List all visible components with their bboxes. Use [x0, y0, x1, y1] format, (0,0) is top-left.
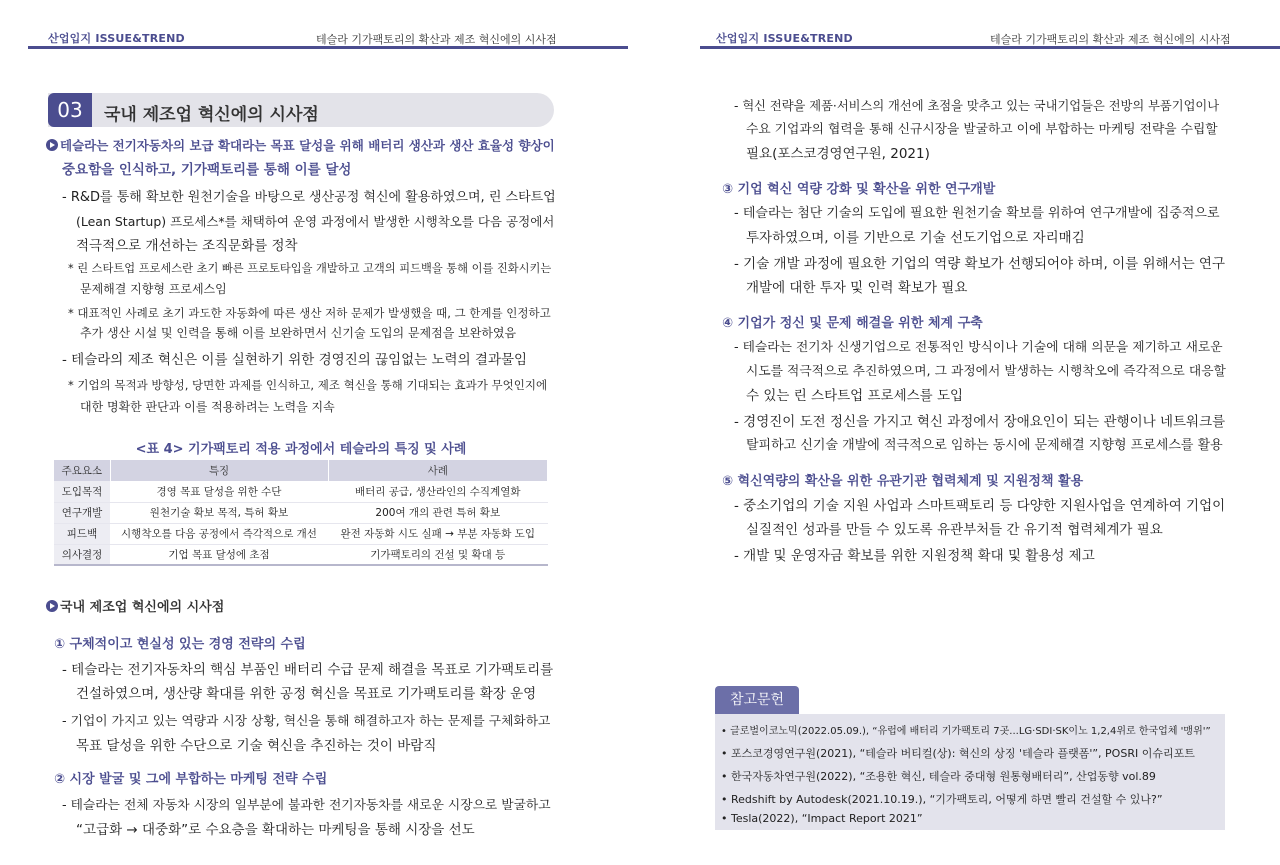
references-box [715, 714, 1225, 830]
bullet-arrow-icon [46, 600, 58, 612]
reference-item: • Tesla(2022), “Impact Report 2021” [721, 812, 923, 825]
subheading-2: ② 시장 발굴 및 그에 부합하는 마케팅 전략 수립 [54, 772, 328, 787]
note-line: * 린 스타트업 프로세스란 초기 빠른 프로토타입을 개발하고 고객의 피드백을 통해 이를 진화시키는 [68, 262, 552, 275]
body-line: 적극적으로 개선하는 조직문화를 정착 [76, 238, 298, 254]
table-cell: 경영 목표 달성을 위한 수단 [110, 481, 328, 502]
body-line: - 중소기업의 기술 지원 사업과 스마트팩토리 등 다양한 지원사업을 연계하여 기업이 [734, 498, 1226, 514]
body-line: 실질적인 성과를 만들 수 있도록 유관부처들 간 유기적 협력체계가 필요 [746, 522, 1163, 538]
table-header-cell: 주요요소 [54, 460, 110, 481]
reference-item: • 한국자동차연구원(2022), “조용한 혁신, 테슬라 중대형 원통형배터리”, 산업동향 vol.89 [721, 770, 1156, 783]
body-line: (Lean Startup) 프로세스*를 채택하여 운영 과정에서 발생한 시행착오를 다음 공정에서 [76, 214, 555, 229]
section-title: 국내 제조업 혁신에의 시사점 [104, 105, 319, 125]
note-line: 문제해결 지향형 프로세스임 [80, 282, 227, 296]
table-cell: 완전 자동화 시도 실패 → 부분 자동화 도입 [328, 523, 548, 544]
table-caption: <표 4> 기가팩토리 적용 과정에서 테슬라의 특징 및 사례 [135, 442, 467, 457]
subheading-3: ③ 기업 혁신 역량 강화 및 확산을 위한 연구개발 [722, 182, 996, 197]
lead-paragraph-1 [46, 134, 555, 158]
body-line: - 테슬라는 첨단 기술의 도입에 필요한 원천기술 확보를 위하여 연구개발에 집중적으로 [734, 206, 1220, 221]
table-row [54, 523, 548, 544]
table-header-row [54, 460, 548, 481]
body-line: - 혁신 전략을 제품·서비스의 개선에 초점을 맞추고 있는 국내기업들은 전방의 부품기업이나 [734, 99, 1220, 113]
table-cell: 기가팩토리의 건설 및 확대 등 [328, 544, 548, 565]
body-line: - 테슬라는 전기차 신생기업으로 전통적인 방식이나 기술에 대해 의문을 제기하고 새로운 [734, 340, 1223, 355]
body-line: 건설하였으며, 생산량 확대를 위한 공정 혁신을 목표로 기가팩토리를 확장 운영 [76, 686, 537, 702]
table-cell: 시행착오를 다음 공정에서 즉각적으로 개선 [110, 523, 328, 544]
table-cell: 기업 목표 달성에 초점 [110, 544, 328, 565]
table-cell: 연구개발 [54, 502, 110, 523]
table-row [54, 502, 548, 523]
table-cell: 도입목적 [54, 481, 110, 502]
body-line: 개발에 대한 투자 및 인력 확보가 필요 [746, 280, 968, 296]
body-line: - 기술 개발 과정에 필요한 기업의 역량 확보가 선행되어야 하며, 이를 위해서는 연구 [734, 256, 1226, 272]
body-line: 탈피하고 신기술 개발에 적극적으로 임하는 동시에 문제해결 지향형 프로세스를 활용 [746, 438, 1223, 453]
lead-paragraph-2 [46, 596, 224, 620]
subheading-1: ① 구체적이고 현실성 있는 경영 전략의 수립 [54, 637, 306, 652]
lead-paragraph-1-cont: 중요함을 인식하고, 기가팩토리를 통해 이를 달성 [62, 162, 352, 178]
body-line: 시도를 적극적으로 추진하였으며, 그 과정에서 발생하는 시행착오에 즉각적으로 대응할 [746, 364, 1226, 379]
note-line: * 대표적인 사례로 초기 과도한 자동화에 따른 생산 저하 문제가 발생했을 때, 그 한계를 인정하고 [68, 306, 551, 320]
table-row [54, 544, 548, 565]
table-cell: 배터리 공급, 생산라인의 수직계열화 [328, 481, 548, 502]
body-line: - R&D를 통해 확보한 원천기술을 바탕으로 생산공정 혁신에 활용하였으며, 린 스타트업 [62, 190, 556, 205]
body-line: - 테슬라는 전기자동차의 핵심 부품인 배터리 수급 문제 해결을 목표로 기가팩토리를 [62, 662, 554, 678]
subheading-5: ⑤ 혁신역량의 확산을 위한 유관기관 협력체계 및 지원정책 활용 [722, 474, 1084, 489]
table-row [54, 481, 548, 502]
table-header-cell: 사례 [328, 460, 548, 481]
body-line: 투자하였으며, 이를 기반으로 기술 선도기업으로 자리매김 [746, 230, 1085, 246]
references-tab: 참고문헌 [715, 686, 799, 714]
header-brand: 산업입지 ISSUE&TREND [716, 32, 853, 45]
header-title: 테슬라 기가팩토리의 확산과 제조 혁신에의 시사점 [316, 33, 557, 46]
features-table [54, 460, 548, 566]
subheading-4: ④ 기업가 정신 및 문제 해결을 위한 체계 구축 [722, 316, 983, 331]
lead-text: 테슬라는 전기자동차의 보급 확대라는 목표 달성을 위해 배터리 생산과 생산 효율성 향상이 [60, 138, 555, 153]
bullet-arrow-icon [46, 139, 58, 151]
table-header-cell: 특징 [110, 460, 328, 481]
note-line: 대한 명확한 판단과 이를 적용하려는 노력을 지속 [80, 400, 335, 414]
section-number: 03 [48, 93, 92, 127]
body-line: 필요(포스코경영연구원, 2021) [746, 146, 930, 162]
table-cell: 의사결정 [54, 544, 110, 565]
reference-item: • Redshift by Autodesk(2021.10.19.), “기가팩토리, 어떻게 하면 빨리 건설할 수 있나?” [721, 793, 1163, 806]
note-line: * 기업의 목적과 방향성, 당면한 과제를 인식하고, 제조 혁신을 통해 기대되는 효과가 무엇인지에 [68, 378, 548, 392]
table-cell: 200여 개의 관련 특허 확보 [328, 502, 548, 523]
table-cell: 피드백 [54, 523, 110, 544]
body-line: 목표 달성을 위한 수단으로 기술 혁신을 추진하는 것이 바람직 [76, 738, 437, 754]
body-line: 수요 기업과의 협력을 통해 신규시장을 발굴하고 이에 부합하는 마케팅 전략을 수립할 [746, 122, 1218, 137]
body-line: 수 있는 린 스타트업 프로세스를 도입 [746, 388, 964, 404]
body-line: - 개발 및 운영자금 확보를 위한 지원정책 확대 및 활용성 제고 [734, 548, 1095, 564]
note-line: 추가 생산 시설 및 인력을 통해 이를 보완하면서 신기술 도입의 문제점을 보완하였음 [80, 326, 517, 340]
body-line: - 기업이 가지고 있는 역량과 시장 상황, 혁신을 통해 해결하고자 하는 문제를 구체화하고 [62, 714, 551, 729]
body-line: - 테슬라는 전체 자동차 시장의 일부분에 불과한 전기자동차를 새로운 시장으로 발굴하고 [62, 798, 551, 813]
body-line: - 테슬라의 제조 혁신은 이를 실현하기 위한 경영진의 끊임없는 노력의 결과물임 [62, 352, 528, 368]
body-line: “고급화 → 대중화”로 수요층을 확대하는 마케팅을 통해 시장을 선도 [76, 822, 475, 838]
body-line: - 경영진이 도전 정신을 가지고 혁신 과정에서 장애요인이 되는 관행이나 네트워크를 [734, 414, 1226, 430]
reference-item: • 글로벌이코노믹(2022.05.09.), “유럽에 배터리 기가팩토리 7곳...LG·SDI·SK이노 1,2,4위로 한국업체 '맹위'” [721, 726, 1211, 737]
header-brand: 산업입지 ISSUE&TREND [48, 32, 185, 45]
lead-text: 국내 제조업 혁신에의 시사점 [60, 600, 225, 615]
table-cell: 원천기술 확보 목적, 특허 확보 [110, 502, 328, 523]
header-title: 테슬라 기가팩토리의 확산과 제조 혁신에의 시사점 [990, 33, 1231, 46]
reference-item: • 포스코경영연구원(2021), “테슬라 버티컬(상): 혁신의 상징 '테슬라 플랫폼'”, POSRI 이슈리포트 [721, 747, 1195, 760]
